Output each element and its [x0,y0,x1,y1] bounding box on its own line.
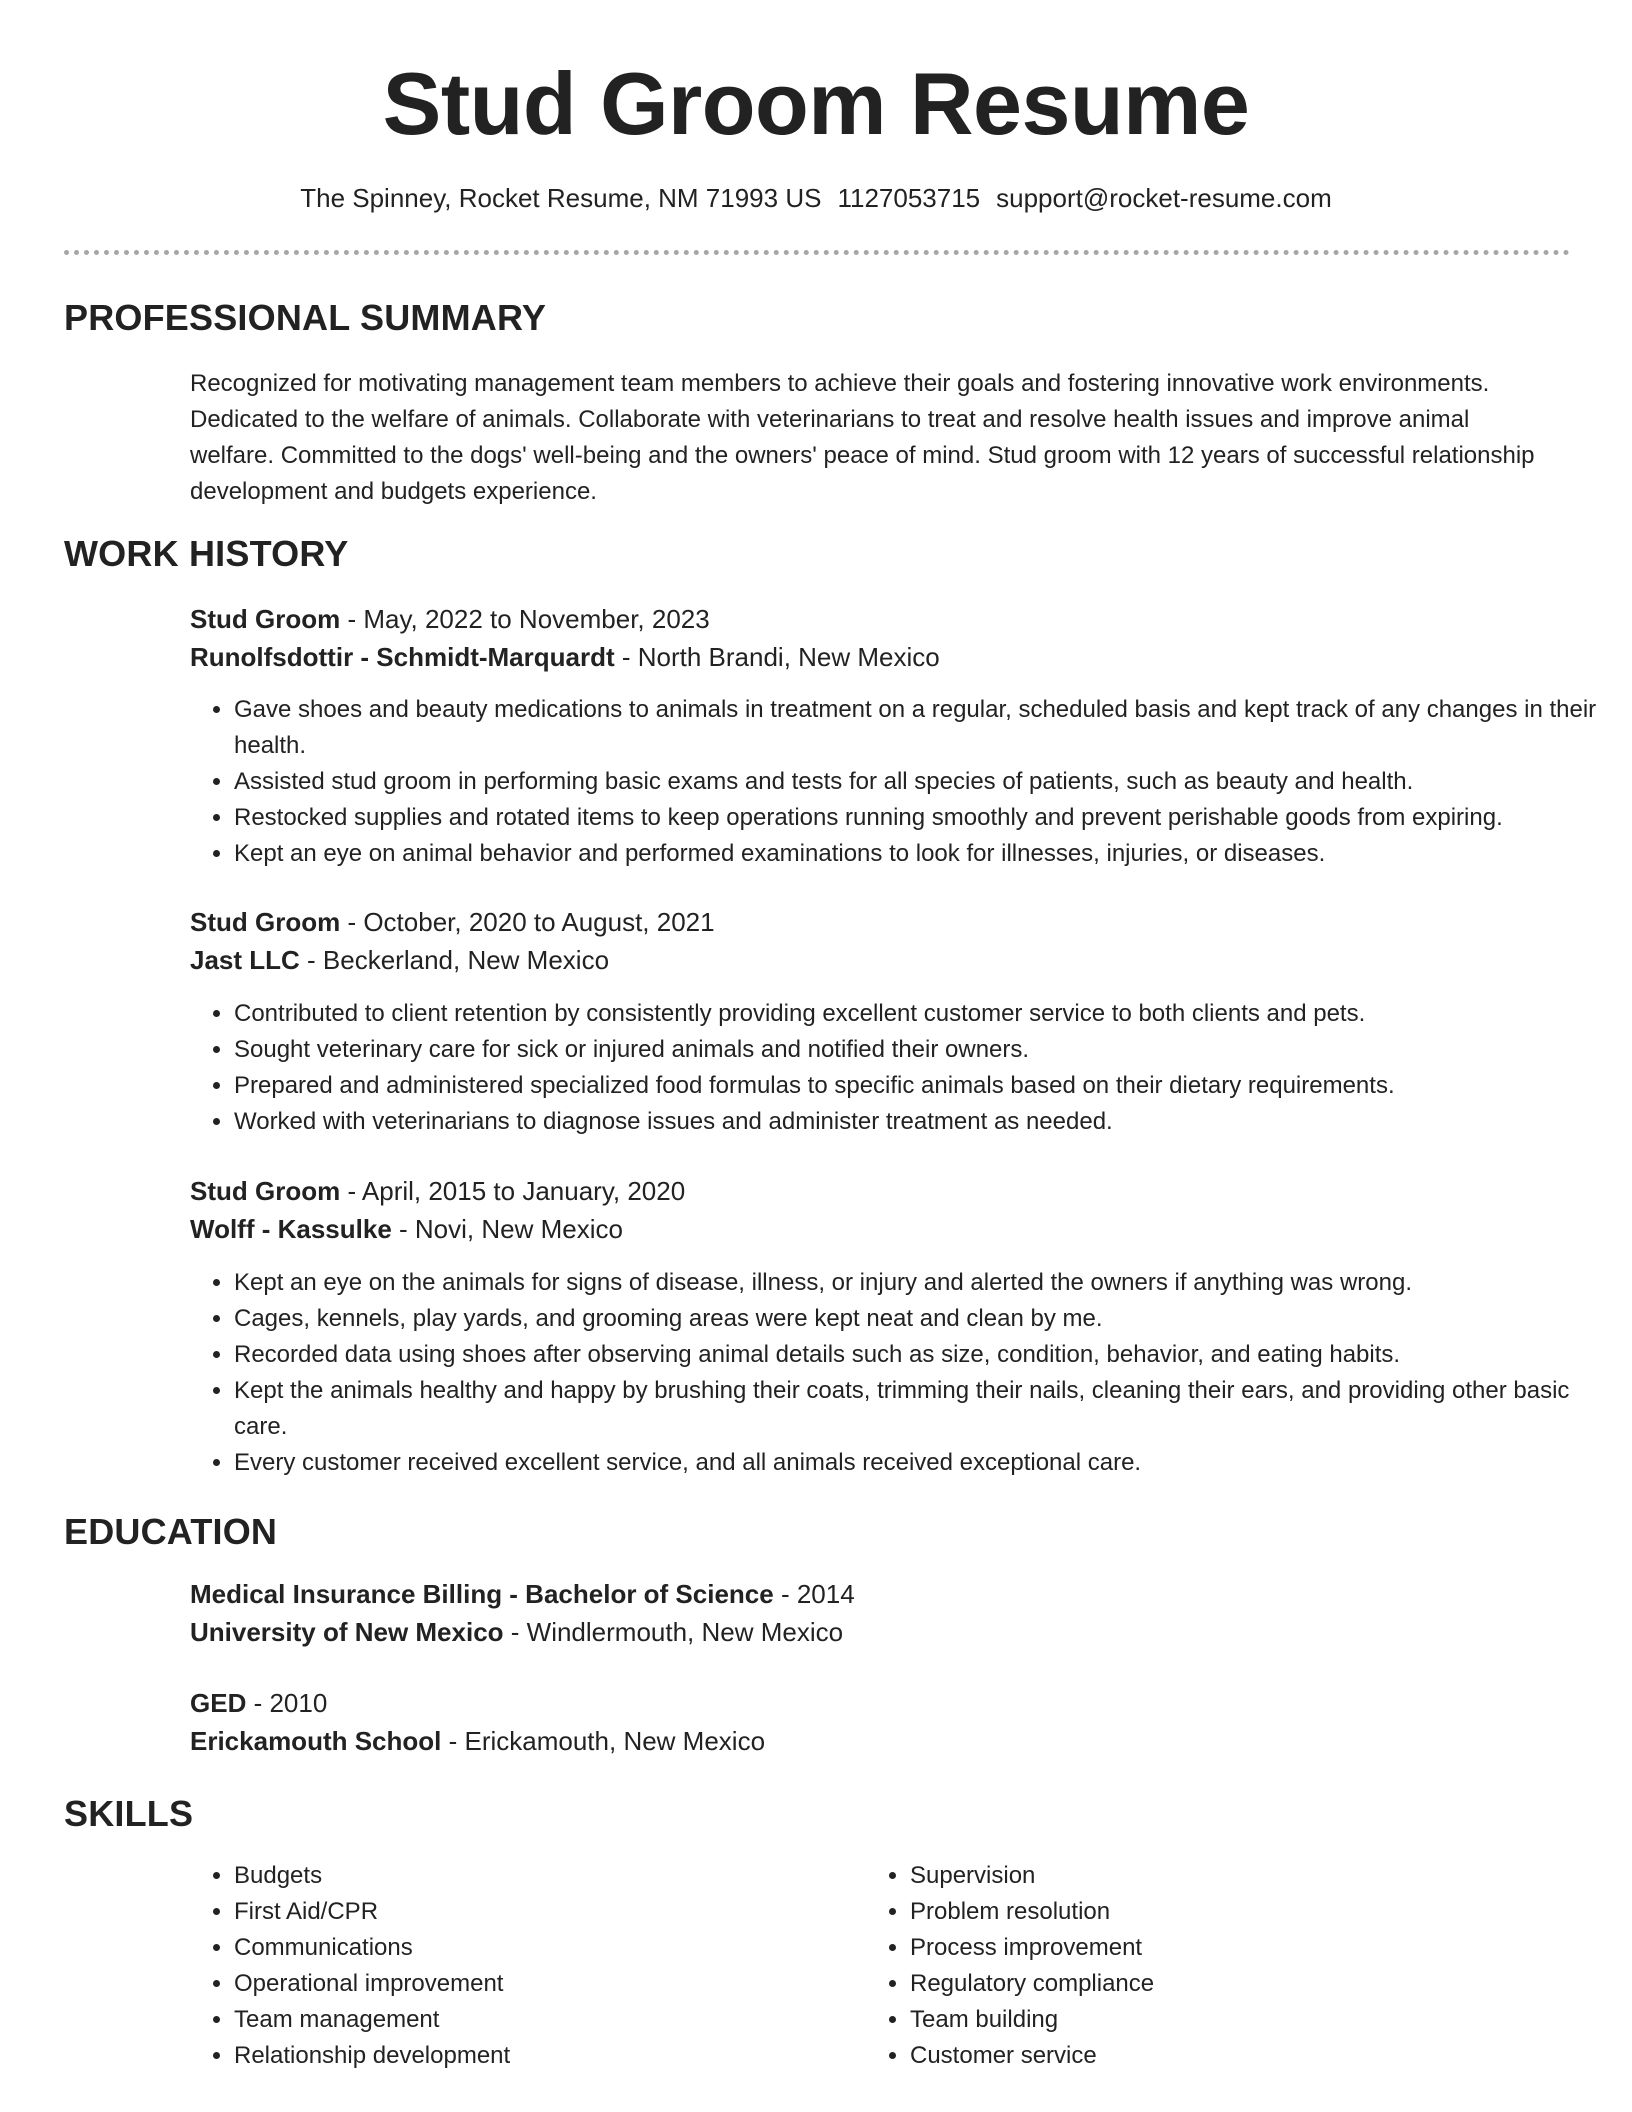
skill-item: • Supervision [910,1858,1510,1894]
education-degree-line [190,1575,855,1613]
job-role-line [190,903,715,941]
job-company: Wolff - Kassulke [190,1214,392,1244]
skill-item: • Communications [234,1930,834,1966]
list-item: • Restocked supplies and rotated items to keep operations running smoothly and prevent perishable goods from expiring. [234,800,1614,836]
job-dates: - October, 2020 to August, 2021 [340,907,715,937]
list-item: • Recorded data using shoes after observing animal details such as size, condition, behavior, and eating habits. [234,1337,1614,1373]
list-item: • Gave shoes and beauty medications to animals in treatment on a regular, scheduled basis and kept track of any changes in their health. [234,692,1614,764]
contact-email: support@rocket-resume.com [996,183,1332,213]
skill-item: • Budgets [234,1858,834,1894]
job-dates: - April, 2015 to January, 2020 [340,1176,686,1206]
education-school: University of New Mexico [190,1617,504,1647]
job-location: - North Brandi, New Mexico [614,642,940,672]
education-school-line [190,1722,765,1760]
resume-title: Stud Groom Resume [382,54,1250,153]
job-company-line [190,941,609,979]
skill-item: • Relationship development [234,2038,834,2074]
list-item: • Kept the animals healthy and happy by brushing their coats, trimming their nails, cleaning their ears, and providing other basic care. [234,1373,1614,1445]
job-bullets [190,996,1614,1140]
job-role: Stud Groom [190,907,341,937]
job-dates: - May, 2022 to November, 2023 [340,604,710,634]
list-item: • Assisted stud groom in performing basic exams and tests for all species of patients, such as beauty and health. [234,764,1614,800]
education-school-line [190,1613,843,1651]
skill-item: • Customer service [910,2038,1510,2074]
contact-line [0,180,1632,216]
education-degree: GED [190,1688,247,1718]
job-company: Runolfsdottir - Schmidt-Marquardt [190,642,615,672]
list-item: • Kept an eye on animal behavior and performed examinations to look for illnesses, injuries, or diseases. [234,836,1614,872]
list-item: • Prepared and administered specialized food formulas to specific animals based on their dietary requirements. [234,1068,1614,1104]
education-year: - 2014 [773,1579,855,1609]
skill-item: • Process improvement [910,1930,1510,1966]
job-role-line [190,600,710,638]
section-title-education: EDUCATION [64,1511,278,1552]
job-role: Stud Groom [190,1176,341,1206]
job-location: - Beckerland, New Mexico [299,945,610,975]
education-year: - 2010 [246,1688,328,1718]
job-bullets [190,692,1614,872]
job-location: - Novi, New Mexico [391,1214,623,1244]
list-item: • Kept an eye on the animals for signs of disease, illness, or injury and alerted the owners if anything was wrong. [234,1265,1614,1301]
job-role: Stud Groom [190,604,341,634]
list-item: • Every customer received excellent service, and all animals received exceptional care. [234,1445,1614,1481]
list-item: • Contributed to client retention by consistently providing excellent customer service to both clients and pets. [234,996,1614,1032]
skill-item: • Regulatory compliance [910,1966,1510,2002]
education-degree: Medical Insurance Billing - Bachelor of Science [190,1579,774,1609]
education-location: - Windlermouth, New Mexico [503,1617,844,1647]
section-title-work-history: WORK HISTORY [64,533,349,574]
summary-text: Recognized for motivating management team members to achieve their goals and fostering innovative work environments. Dedicated to the welfare of animals. Collaborate with veterinarians to treat and resolve health issues and improve animal welfare. Committed to the dogs' well-being and the owners' peace of mind. Stud groom with 12 years of successful relationship development and budgets experience. [190,370,1535,505]
education-degree-line [190,1684,327,1722]
section-title-skills: SKILLS [64,1793,194,1834]
skill-item: • First Aid/CPR [234,1894,834,1930]
list-item: • Sought veterinary care for sick or injured animals and notified their owners. [234,1032,1614,1068]
contact-phone: 1127053715 [837,183,981,213]
job-company-line [190,638,940,676]
job-bullets [190,1265,1614,1481]
list-item: • Worked with veterinarians to diagnose issues and administer treatment as needed. [234,1104,1614,1140]
job-company: Jast LLC [190,945,300,975]
skill-item: • Operational improvement [234,1966,834,2002]
list-item: • Cages, kennels, play yards, and grooming areas were kept neat and clean by me. [234,1301,1614,1337]
skill-item: • Team management [234,2002,834,2038]
job-company-line [190,1210,623,1248]
skills-list-left [190,1858,834,2074]
skill-item: • Problem resolution [910,1894,1510,1930]
skill-item: • Team building [910,2002,1510,2038]
education-location: - Erickamouth, New Mexico [441,1726,766,1756]
header-divider [64,250,1570,255]
job-role-line [190,1172,685,1210]
skills-list-right [866,1858,1510,2074]
section-title-summary: PROFESSIONAL SUMMARY [64,297,547,338]
education-school: Erickamouth School [190,1726,442,1756]
contact-address: The Spinney, Rocket Resume, NM 71993 US [300,183,822,213]
